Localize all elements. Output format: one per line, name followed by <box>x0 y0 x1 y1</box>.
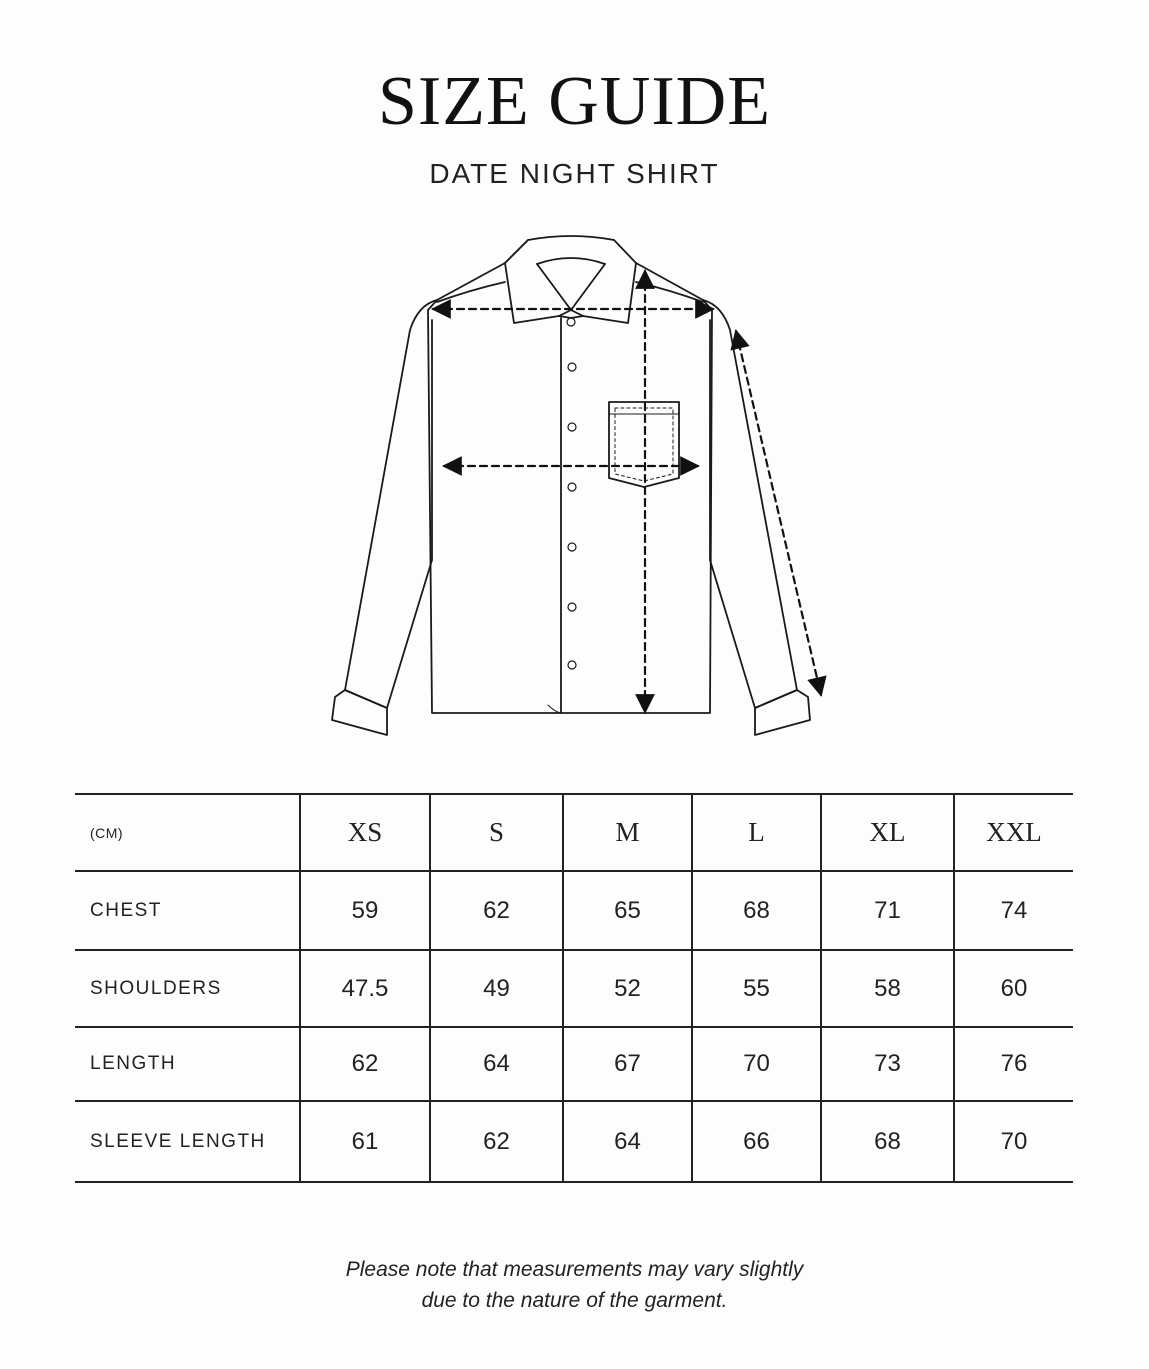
table-row <box>75 1101 1073 1182</box>
row-label: SLEEVE LENGTH <box>75 1101 300 1182</box>
table-row <box>75 950 1073 1027</box>
unit-label: (CM) <box>75 794 300 871</box>
note-line: due to the nature of the garment. <box>421 1289 728 1312</box>
table-cell: 60 <box>954 950 1073 1027</box>
size-header: S <box>430 794 563 871</box>
table-cell: 62 <box>300 1027 430 1101</box>
table-cell: 64 <box>430 1027 563 1101</box>
measurement-note <box>0 1254 1149 1316</box>
table-header-row <box>75 794 1073 871</box>
row-label: CHEST <box>75 871 300 950</box>
page-title: SIZE GUIDE <box>378 63 771 140</box>
table-cell: 70 <box>692 1027 821 1101</box>
shirt-diagram <box>0 225 1149 745</box>
size-header: XL <box>821 794 954 871</box>
table-cell: 61 <box>300 1101 430 1182</box>
table-cell: 64 <box>563 1101 692 1182</box>
row-label: SHOULDERS <box>75 950 300 1027</box>
table-cell: 74 <box>954 871 1073 950</box>
note-line: Please note that measurements may vary slightly <box>345 1258 804 1281</box>
sleeve-measure-arrow <box>736 331 821 695</box>
size-chart-table <box>75 793 1073 1183</box>
table-cell: 47.5 <box>300 950 430 1027</box>
size-header: XS <box>300 794 430 871</box>
table-cell: 62 <box>430 1101 563 1182</box>
table-cell: 49 <box>430 950 563 1027</box>
table-cell: 59 <box>300 871 430 950</box>
table-cell: 68 <box>692 871 821 950</box>
size-header: XXL <box>954 794 1073 871</box>
table-cell: 71 <box>821 871 954 950</box>
row-label: LENGTH <box>75 1027 300 1101</box>
product-name: DATE NIGHT SHIRT <box>429 158 720 189</box>
table-cell: 62 <box>430 871 563 950</box>
size-header: M <box>563 794 692 871</box>
table-row <box>75 871 1073 950</box>
table-cell: 52 <box>563 950 692 1027</box>
table-cell: 76 <box>954 1027 1073 1101</box>
table-cell: 58 <box>821 950 954 1027</box>
table-cell: 66 <box>692 1101 821 1182</box>
table-cell: 70 <box>954 1101 1073 1182</box>
table-cell: 73 <box>821 1027 954 1101</box>
table-row <box>75 1027 1073 1101</box>
shirt-sleeve-right <box>703 300 810 735</box>
shirt-buttons <box>567 318 576 669</box>
table-cell: 55 <box>692 950 821 1027</box>
table-cell: 65 <box>563 871 692 950</box>
table-cell: 68 <box>821 1101 954 1182</box>
shirt-sleeve-left <box>332 300 437 735</box>
table-cell: 67 <box>563 1027 692 1101</box>
shirt-body <box>428 263 712 713</box>
size-header: L <box>692 794 821 871</box>
